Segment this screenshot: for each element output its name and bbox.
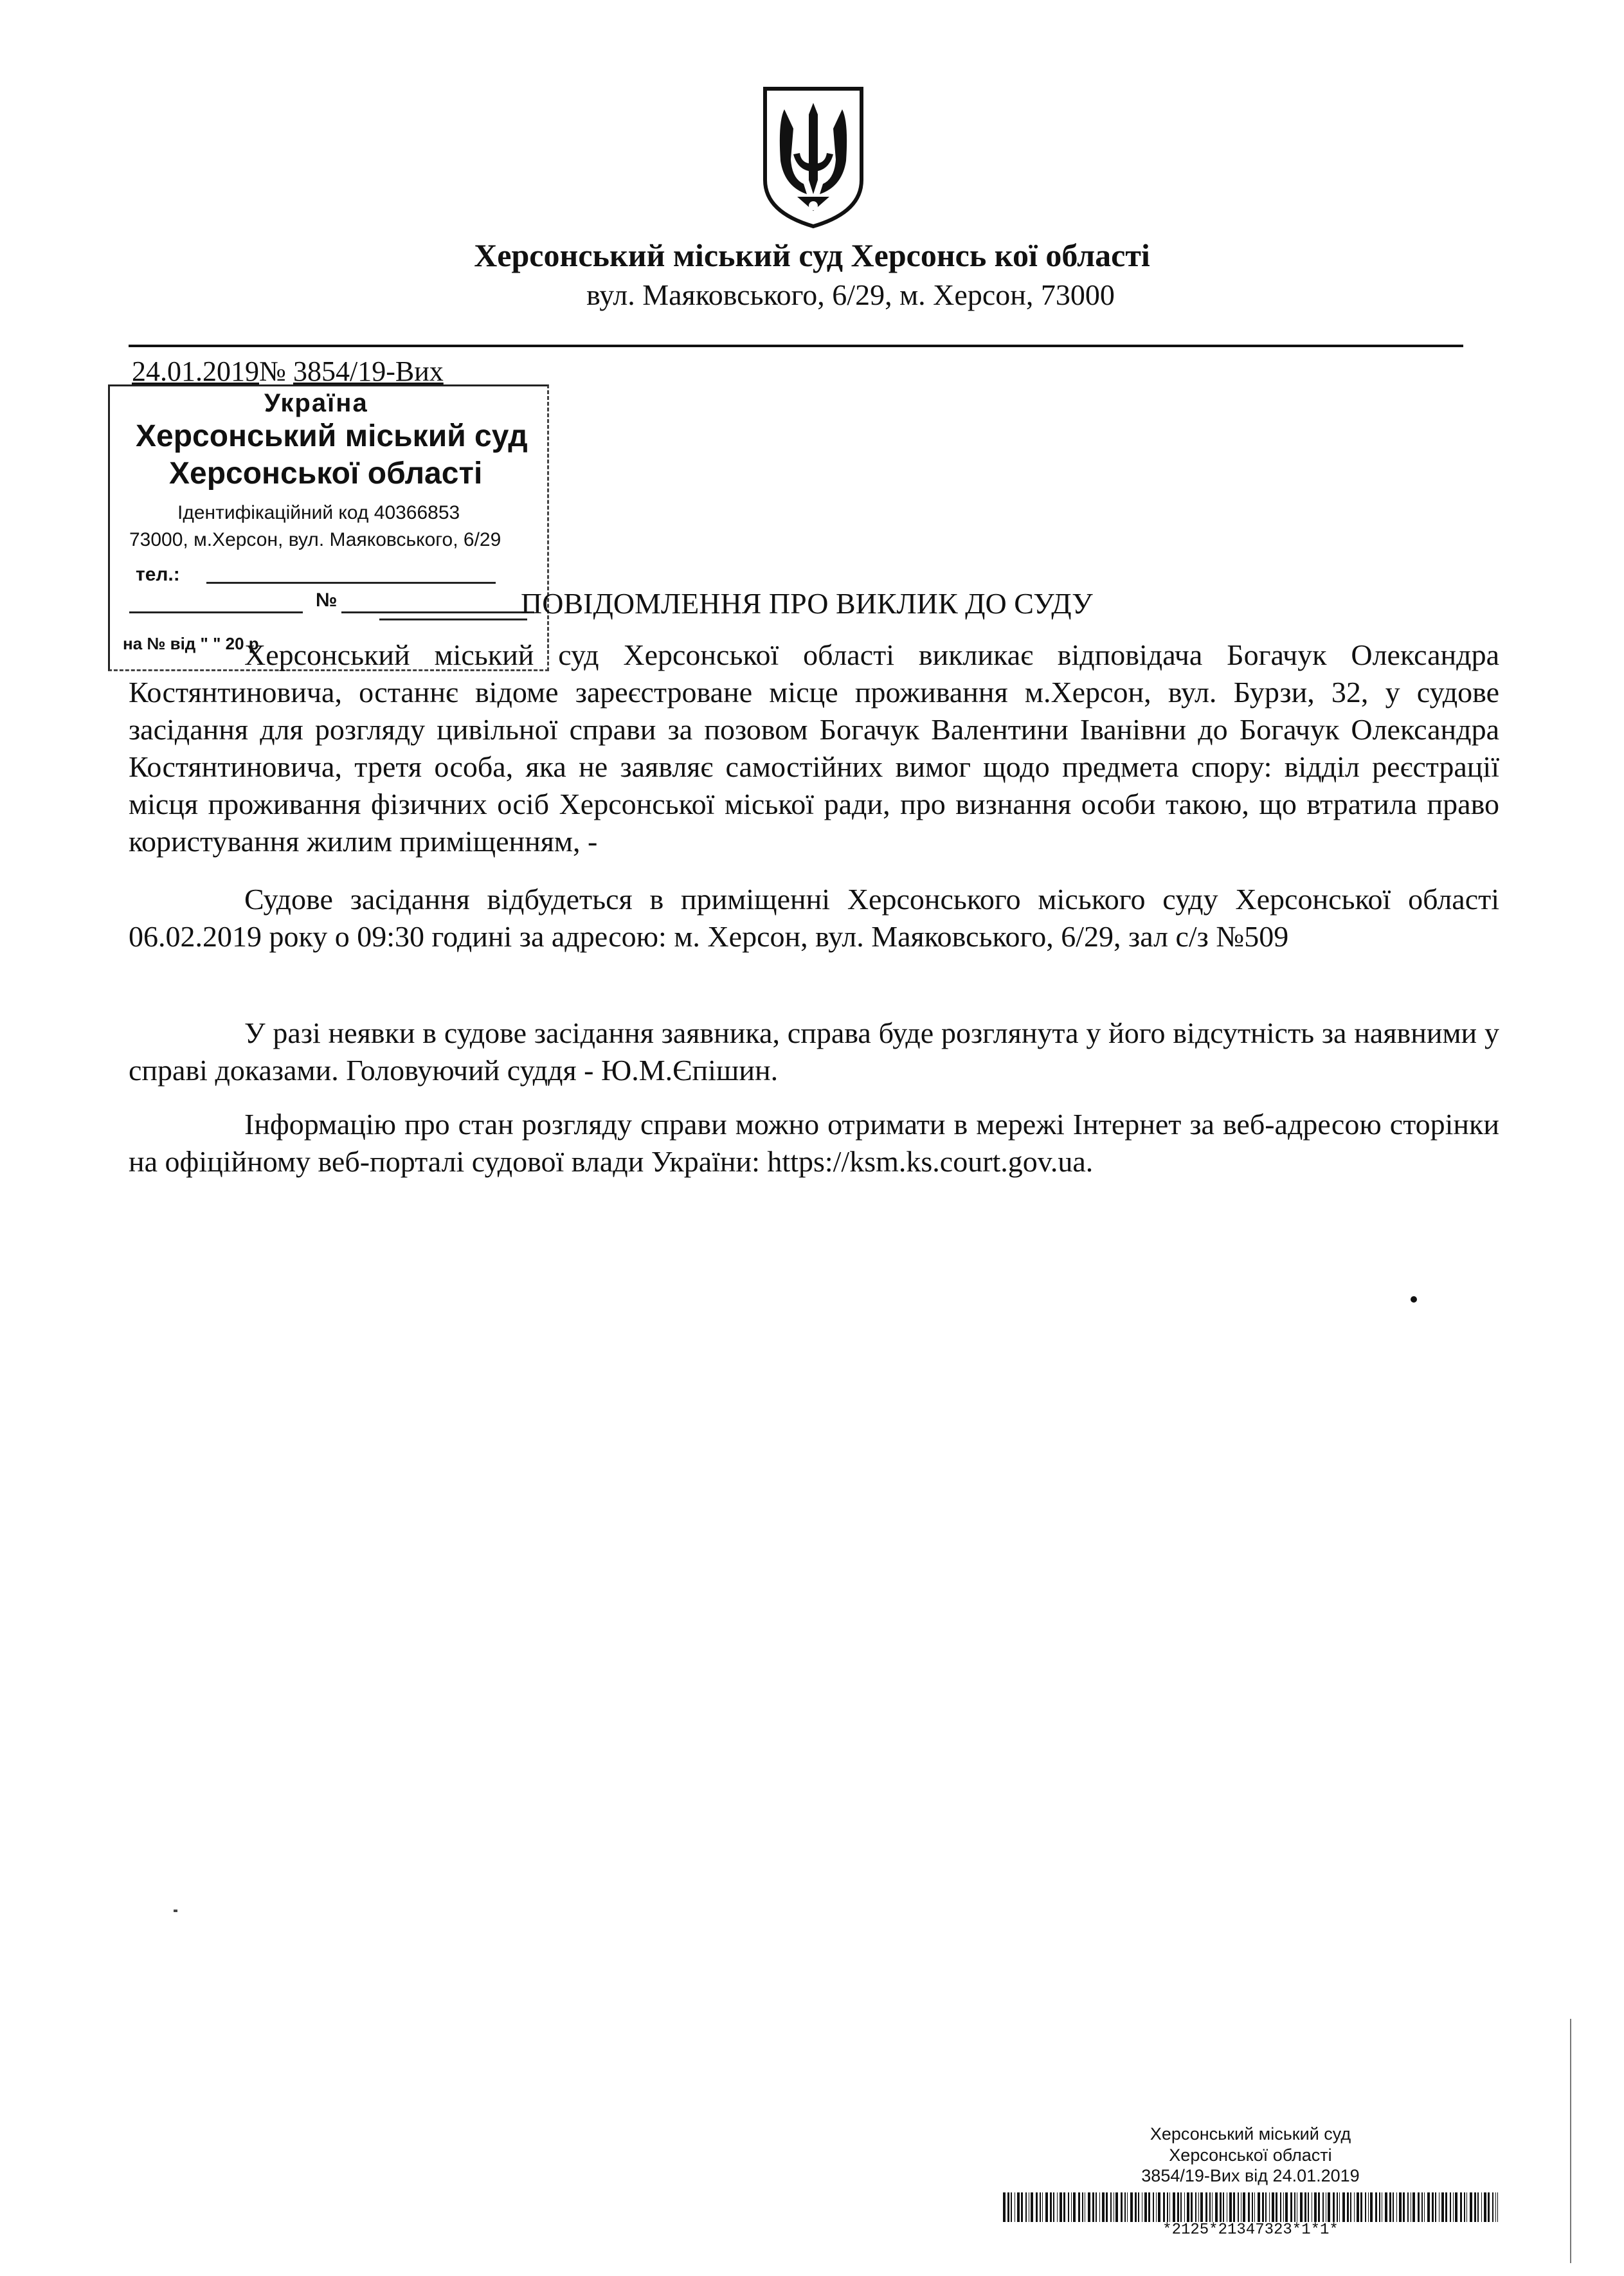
barcode-icon [1003, 2192, 1498, 2222]
label-court-name: Херсонський міський суд [1150, 2124, 1351, 2144]
outgoing-date: 24.01.2019 [132, 356, 259, 387]
paragraph-hearing: Судове засідання відбудеться в приміщенні Херсонського міського суду Херсонської області 06.02.2019 року о 09:30 годині за адресою: м. Херсон, вул. Маяковського, 6/29, зал с/з №509 [129, 883, 1499, 953]
court-stamp [108, 384, 549, 671]
court-title: Херсонський міський суд Херсонсь кої області [474, 237, 1150, 273]
stamp-id-code: Ідентифікаційний код 40366853 [177, 502, 460, 523]
coat-of-arms-icon [759, 84, 868, 231]
document-title: ПОВІДОМЛЕННЯ ПРО ВИКЛИК ДО СУДУ [521, 587, 1093, 620]
scan-edge-line [1570, 2019, 1571, 2263]
stamp-tel-label: тел.: [136, 564, 180, 585]
outgoing-number-line [132, 355, 444, 388]
stamp-court-region: Херсонської області [169, 456, 483, 491]
barcode-text: *2125*21347323*1*1* [1162, 2221, 1339, 2239]
scan-speck-small [174, 1910, 177, 1912]
scan-speck [1411, 1296, 1417, 1303]
label-court-region: Херсонської області [1169, 2145, 1332, 2165]
stamp-court-name: Херсонський міський суд [136, 419, 528, 453]
stamp-reference-line: на № від " " 20 р [123, 634, 259, 653]
stamp-country: Україна [264, 389, 368, 417]
title-left-rule [379, 619, 527, 620]
paragraph-absence: У разі неявки в судове засідання заявника, справа буде розглянута у його відсутність за наявними у справі доказами. Головуючий суддя - Ю.М.Єпішин. [129, 1016, 1499, 1087]
registration-label [1003, 2123, 1498, 2186]
stamp-number-line-left [129, 611, 303, 613]
paragraph-summons: Херсонський міський суд Херсонської області викликає відповідача Богачук Олександра Костянтиновича, останнє відоме зареєстроване місце проживання м.Херсон, вул. Бурзи, 32, у судове засідання для розгляду цивільної справи за позовом Богачук Валентини Іванівни до Богачук Олександра Костянтиновича, третя особа, яка не заявляє самостійних вимог щодо предмета спору: відділ реєстрації місця проживання фізичних осіб Херсонської міської ради, про визнання особи такою, що втратила право користування жилим приміщенням, - [129, 638, 1499, 858]
stamp-number-line-right [341, 611, 534, 613]
outgoing-number-sign: № [259, 356, 286, 387]
header-divider [129, 345, 1463, 347]
label-reference: 3854/19-Вих від 24.01.2019 [1141, 2166, 1360, 2185]
outgoing-number: 3854/19-Вих [293, 356, 444, 387]
paragraph-info: Інформацію про стан розгляду справи можно отримати в мережі Інтернет за веб-адресою сторінки на офіційному веб-порталі судової влади України: https://ksm.ks.court.gov.ua. [129, 1108, 1499, 1178]
stamp-tel-line [206, 582, 496, 584]
stamp-number-label: № [316, 590, 338, 611]
stamp-address: 73000, м.Херсон, вул. Маяковського, 6/29 [129, 529, 501, 550]
court-address: вул. Маяковського, 6/29, м. Херсон, 73000 [586, 278, 1115, 311]
